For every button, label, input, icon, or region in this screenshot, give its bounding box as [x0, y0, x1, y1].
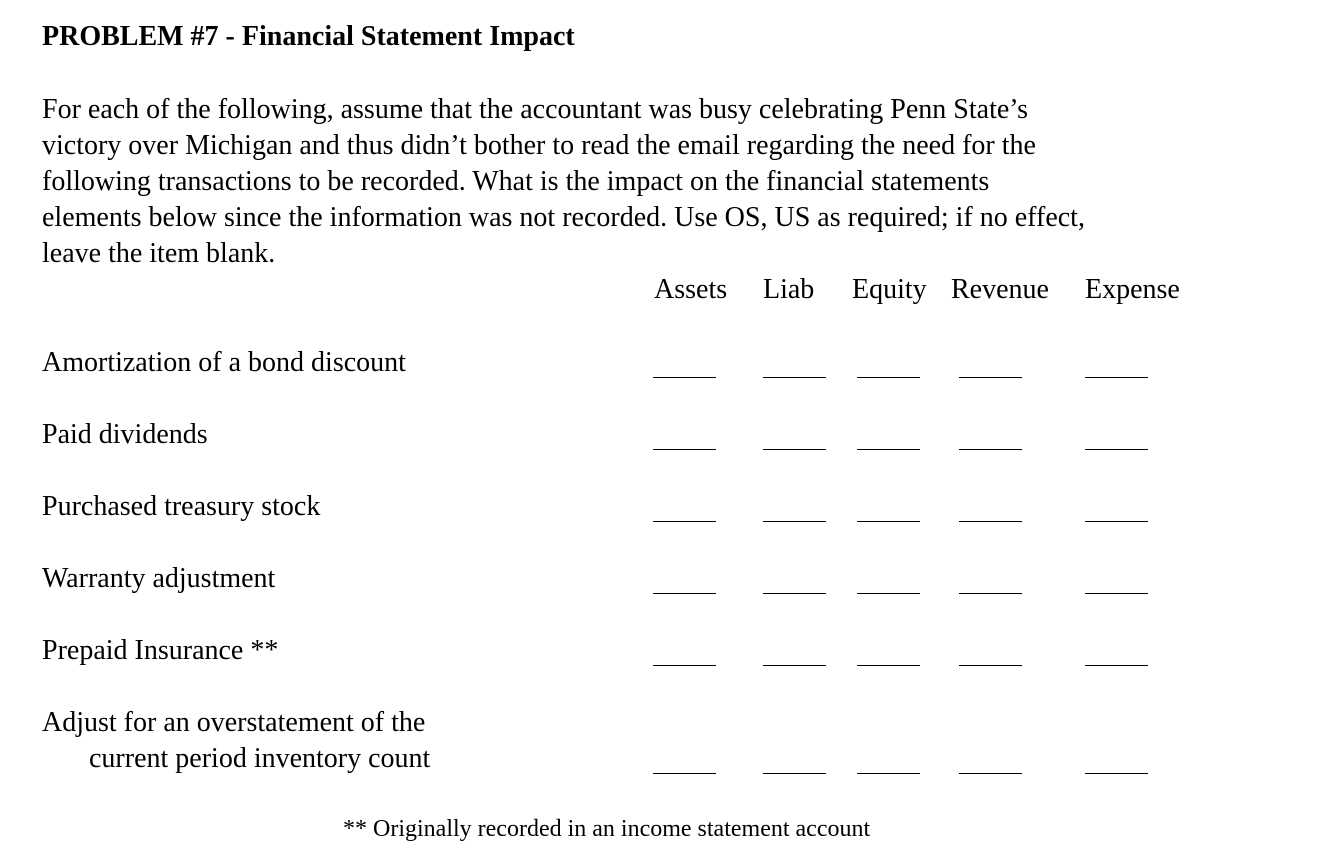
- instructions-line: leave the item blank.: [42, 238, 276, 269]
- answer-blank-assets[interactable]: [653, 521, 716, 522]
- answer-blank-assets[interactable]: [653, 593, 716, 594]
- answer-blank-expense[interactable]: [1085, 449, 1148, 450]
- answer-blank-liab[interactable]: [763, 665, 826, 666]
- row-label-line: current period inventory count: [89, 743, 431, 774]
- instructions-line: following transactions to be recorded. What is the impact on the financial statements: [42, 166, 990, 197]
- answer-blank-revenue[interactable]: [959, 593, 1022, 594]
- answer-blank-revenue[interactable]: [959, 377, 1022, 378]
- answer-blank-assets[interactable]: [653, 773, 716, 774]
- answer-blank-assets[interactable]: [653, 449, 716, 450]
- answer-blank-liab[interactable]: [763, 521, 826, 522]
- answer-blank-liab[interactable]: [763, 593, 826, 594]
- answer-blank-expense[interactable]: [1085, 593, 1148, 594]
- answer-blank-equity[interactable]: [857, 449, 920, 450]
- row-label-treasury-stock: Purchased treasury stock: [42, 491, 321, 522]
- column-header-liab: Liab: [763, 274, 815, 305]
- answer-blank-assets[interactable]: [653, 377, 716, 378]
- answer-blank-revenue[interactable]: [959, 773, 1022, 774]
- answer-blank-liab[interactable]: [763, 449, 826, 450]
- answer-blank-revenue[interactable]: [959, 521, 1022, 522]
- column-header-expense: Expense: [1085, 274, 1180, 305]
- column-header-assets: Assets: [654, 274, 728, 305]
- row-label-bond-discount: Amortization of a bond discount: [42, 347, 406, 378]
- column-header-equity: Equity: [852, 274, 927, 305]
- row-label-line: Adjust for an overstatement of the: [42, 707, 426, 738]
- instructions: [42, 92, 1252, 272]
- answer-blank-liab[interactable]: [763, 773, 826, 774]
- answer-blank-expense[interactable]: [1085, 665, 1148, 666]
- answer-blank-liab[interactable]: [763, 377, 826, 378]
- footnote: ** Originally recorded in an income statement account: [343, 816, 871, 842]
- instructions-line: victory over Michigan and thus didn’t bother to read the email regarding the need for the: [42, 130, 1036, 161]
- row-label-prepaid-insurance: Prepaid Insurance **: [42, 635, 279, 666]
- answer-blank-equity[interactable]: [857, 773, 920, 774]
- row-label-warranty-adjustment: Warranty adjustment: [42, 563, 276, 594]
- row-label-paid-dividends: Paid dividends: [42, 419, 208, 450]
- column-header-revenue: Revenue: [951, 274, 1049, 305]
- problem-title: PROBLEM #7 - Financial Statement Impact: [42, 21, 575, 52]
- answer-blank-revenue[interactable]: [959, 665, 1022, 666]
- instructions-line: For each of the following, assume that the accountant was busy celebrating Penn State’s: [42, 94, 1028, 125]
- answer-blank-assets[interactable]: [653, 665, 716, 666]
- answer-blank-equity[interactable]: [857, 593, 920, 594]
- answer-blank-equity[interactable]: [857, 521, 920, 522]
- answer-blank-expense[interactable]: [1085, 377, 1148, 378]
- answer-blank-expense[interactable]: [1085, 773, 1148, 774]
- answer-blank-revenue[interactable]: [959, 449, 1022, 450]
- answer-blank-expense[interactable]: [1085, 521, 1148, 522]
- answer-blank-equity[interactable]: [857, 377, 920, 378]
- row-label-inventory-overstatement: [42, 705, 430, 777]
- instructions-line: elements below since the information was not recorded. Use OS, US as required; if no effect,: [42, 202, 1085, 233]
- answer-blank-equity[interactable]: [857, 665, 920, 666]
